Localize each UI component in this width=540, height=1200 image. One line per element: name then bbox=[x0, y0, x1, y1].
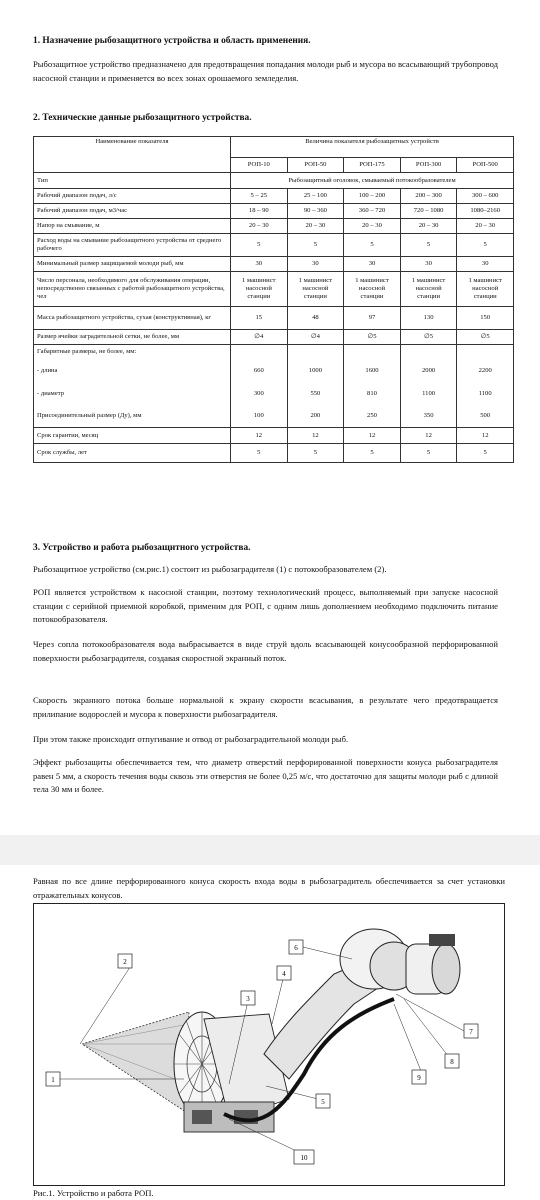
table-cell: 100 – 200 bbox=[344, 189, 401, 204]
table-cell: 1100 bbox=[457, 383, 514, 405]
table-cell: ∅5 bbox=[344, 330, 401, 345]
figure-label: 5 bbox=[321, 1098, 325, 1106]
table-cell: 20 – 30 bbox=[287, 219, 344, 234]
table-cell: 30 bbox=[287, 257, 344, 272]
table-cell: 12 bbox=[344, 428, 401, 444]
figure-label: 7 bbox=[469, 1028, 473, 1036]
table-row bbox=[34, 330, 514, 345]
table-cell: 5 bbox=[457, 234, 514, 257]
table-row bbox=[34, 219, 514, 234]
table-row bbox=[34, 272, 514, 307]
table-cell: 90 – 360 bbox=[287, 204, 344, 219]
table-row bbox=[34, 257, 514, 272]
table-cell: ∅4 bbox=[287, 330, 344, 345]
table-cell: 720 – 1080 bbox=[400, 204, 457, 219]
table-row bbox=[34, 405, 514, 428]
table-cell: 30 bbox=[457, 257, 514, 272]
rop-device-drawing bbox=[34, 904, 506, 1187]
table-cell: 1 машинист насосной станции bbox=[457, 272, 514, 307]
table-cell: 1000 bbox=[287, 359, 344, 383]
table-row bbox=[34, 204, 514, 219]
table-row bbox=[34, 307, 514, 330]
table-cell: 1100 bbox=[400, 383, 457, 405]
table-cell: 5 bbox=[400, 234, 457, 257]
figure-label: 9 bbox=[417, 1074, 421, 1082]
table-cell: 5 bbox=[231, 444, 288, 463]
figure-label: 3 bbox=[246, 995, 250, 1003]
figure-caption: Рис.1. Устройство и работа РОП. bbox=[33, 1188, 154, 1198]
table-cell: 200 – 300 bbox=[400, 189, 457, 204]
table-cell: 5 bbox=[287, 234, 344, 257]
table-row-name: Число персонала, необходимого для обслуживания операции, непосредственно связанных с работой рыбозащитного устройства, чел bbox=[34, 272, 231, 307]
table-row-name: Минимальный размер защищаемой молоди рыб, мм bbox=[34, 257, 231, 272]
figure-label: 1 bbox=[51, 1076, 55, 1084]
table-cell: ∅4 bbox=[231, 330, 288, 345]
table-model-header: РОП-300 bbox=[400, 158, 457, 173]
table-cell: 12 bbox=[400, 428, 457, 444]
table-cell: 20 – 30 bbox=[344, 219, 401, 234]
page-separator bbox=[0, 835, 540, 865]
table-dims-label: Габаритные размеры, не более, мм: bbox=[34, 345, 231, 360]
table-cell: 2000 bbox=[400, 359, 457, 383]
table-row bbox=[34, 189, 514, 204]
table-cell: 360 – 720 bbox=[344, 204, 401, 219]
table-cell: 12 bbox=[457, 428, 514, 444]
table-cell: 20 – 30 bbox=[457, 219, 514, 234]
table-row-name: Срок службы, лет bbox=[34, 444, 231, 463]
figure-label: 2 bbox=[123, 958, 127, 966]
table-cell: 350 bbox=[400, 405, 457, 428]
technical-data-table bbox=[33, 136, 514, 463]
table-cell: 300 – 600 bbox=[457, 189, 514, 204]
table-cell: 810 bbox=[344, 383, 401, 405]
table-cell: 18 – 90 bbox=[231, 204, 288, 219]
table-cell: 12 bbox=[231, 428, 288, 444]
figure-label: 10 bbox=[300, 1154, 308, 1162]
table-row-name: - диаметр bbox=[34, 383, 231, 405]
table-cell: 5 bbox=[231, 234, 288, 257]
table-row-name: Напор на смывание, м bbox=[34, 219, 231, 234]
table-cell: 30 bbox=[344, 257, 401, 272]
section-3-paragraph: Рыбозащитное устройство (см.рис.1) состоит из рыбозаградителя (1) с потокообразователем (2). bbox=[33, 564, 387, 574]
table-row-name: Присоединительный размер (Ду), мм bbox=[34, 405, 231, 428]
table-cell: 1 машинист насосной станции bbox=[344, 272, 401, 307]
table-cell: 12 bbox=[287, 428, 344, 444]
table-cell: 200 bbox=[287, 405, 344, 428]
figure-label: 4 bbox=[282, 970, 286, 978]
table-cell: 30 bbox=[400, 257, 457, 272]
table-cell: 660 bbox=[231, 359, 288, 383]
table-cell: 1 машинист насосной станции bbox=[400, 272, 457, 307]
table-header-name: Наименование показателя bbox=[34, 137, 231, 173]
section-1-text: Рыбозащитное устройство предназначено для предотвращения попадания молоди рыб и мусора во всасывающий трубопровод насосной станции и применяется во всех зонах орошаемого земледелия. bbox=[33, 59, 498, 83]
table-row-name: Размер ячейки заградительной сетки, не более, мм bbox=[34, 330, 231, 345]
table-cell: 2200 bbox=[457, 359, 514, 383]
table-model-header: РОП-500 bbox=[457, 158, 514, 173]
table-cell: 5 bbox=[344, 444, 401, 463]
table-cell: 20 – 30 bbox=[400, 219, 457, 234]
table-row bbox=[34, 383, 514, 405]
section-3-paragraph: При этом также происходит отпугивание и отвод от рыбозаградительной молоди рыб. bbox=[33, 734, 349, 744]
table-header-group: Величина показателя рыбозащитных устройств bbox=[231, 137, 514, 158]
table-cell: 5 bbox=[400, 444, 457, 463]
section-3-paragraph: РОП является устройством к насосной станции, поэтому технологический процесс, выполняемый при запуске насосной станции с серийной приемной коробкой, применим для РОП, с одним лишь дополнением необходимо подключить питание потокообразователя. bbox=[33, 587, 498, 624]
section-3-heading: 3. Устройство и работа рыбозащитного устройства. bbox=[33, 543, 251, 553]
section-3-paragraph: Скорость экранного потока больше нормальной к экрану скорости всасывания, в результате чего предотвращается прилипание водорослей и мусора к поверхности рыбозаградителя. bbox=[33, 695, 498, 719]
table-row bbox=[34, 234, 514, 257]
table-cell: 48 bbox=[287, 307, 344, 330]
table-cell: 5 bbox=[287, 444, 344, 463]
table-cell: 1 машинист насосной станции bbox=[231, 272, 288, 307]
table-model-header: РОП-10 bbox=[231, 158, 288, 173]
table-row bbox=[34, 428, 514, 444]
table-cell: 20 – 30 bbox=[231, 219, 288, 234]
table-row-name: - длина bbox=[34, 359, 231, 383]
table-model-header: РОП-175 bbox=[344, 158, 401, 173]
table-row-name: Масса рыбозащитного устройства, сухая (конструктивная), кг bbox=[34, 307, 231, 330]
table-row-name: Рабочий диапазон подач, л/с bbox=[34, 189, 231, 204]
table-cell: 5 bbox=[457, 444, 514, 463]
table-cell: 150 bbox=[457, 307, 514, 330]
table-row-name: Срок гарантии, месяц bbox=[34, 428, 231, 444]
table-model-header: РОП-50 bbox=[287, 158, 344, 173]
table-cell: 5 bbox=[344, 234, 401, 257]
table-row-name: Рабочий диапазон подач, м3/час bbox=[34, 204, 231, 219]
table-cell: 30 bbox=[231, 257, 288, 272]
table-type-value: Рыбозащитный оголовок, смываемый потокообразователем bbox=[231, 173, 514, 189]
table-cell: ∅5 bbox=[457, 330, 514, 345]
table-row bbox=[34, 444, 514, 463]
table-cell: 5 – 25 bbox=[231, 189, 288, 204]
section-2-heading: 2. Технические данные рыбозащитного устройства. bbox=[33, 113, 252, 123]
table-row-name: Расход воды на смывание рыбозащитного устройства от среднего рабочего bbox=[34, 234, 231, 257]
table-cell: 100 bbox=[231, 405, 288, 428]
table-cell: 500 bbox=[457, 405, 514, 428]
document-page-2 bbox=[0, 865, 540, 1200]
table-cell: 130 bbox=[400, 307, 457, 330]
table-cell: ∅5 bbox=[400, 330, 457, 345]
page-2-text: Равная по все длине перфорированного конуса скорость входа воды в рыбозаградитель обеспечивается за счет установки отражательных конусов. bbox=[33, 876, 505, 900]
table-cell: 550 bbox=[287, 383, 344, 405]
table-cell: 300 bbox=[231, 383, 288, 405]
section-3-paragraph: Эффект рыбозащиты обеспечивается тем, что диаметр отверстий перфорированной поверхности конуса рыбозаградителя равен 5 мм, а скорость течения воды сквозь эти отверстия не более 0,25 м/с, что достаточно для защиты молоди рыб с длиной тела 30 мм и более. bbox=[33, 757, 498, 794]
table-cell: 1600 bbox=[344, 359, 401, 383]
table-cell: 1 машинист насосной станции bbox=[287, 272, 344, 307]
figure-label: 8 bbox=[450, 1058, 454, 1066]
figure-rop-device bbox=[33, 903, 505, 1186]
section-3-paragraph: Через сопла потокообразователя вода выбрасывается в виде струй вдоль всасывающей конусообразной перфорированной поверхности рыбозаградителя, создавая скоростной экранный поток. bbox=[33, 639, 498, 663]
table-cell: 15 bbox=[231, 307, 288, 330]
table-cell: 1080–2160 bbox=[457, 204, 514, 219]
figure-label: 6 bbox=[294, 944, 298, 952]
table-cell: 97 bbox=[344, 307, 401, 330]
table-cell: 25 – 100 bbox=[287, 189, 344, 204]
table-cell: 250 bbox=[344, 405, 401, 428]
table-row bbox=[34, 359, 514, 383]
section-1-heading: 1. Назначение рыбозащитного устройства и область применения. bbox=[33, 36, 311, 46]
table-type-label: Тип bbox=[34, 173, 231, 189]
